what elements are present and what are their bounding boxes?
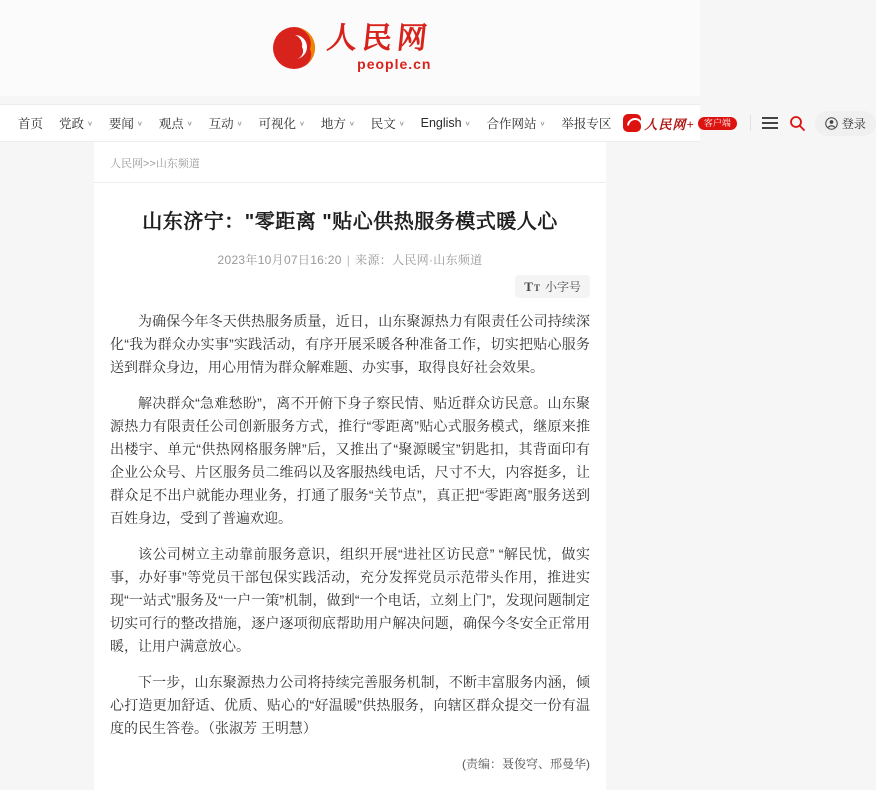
meta-separator: |: [346, 253, 351, 267]
nav-item-label: 要闻: [108, 117, 134, 131]
nav-item-label: 举报专区: [561, 117, 612, 131]
content-card: [94, 142, 606, 790]
article-date: 2023年10月07日16:20: [217, 253, 342, 267]
client-app-badge[interactable]: [619, 112, 740, 135]
font-size-icon: T: [524, 279, 533, 294]
nav-item-label: 互动: [208, 117, 234, 131]
magnifier-glyph: [789, 115, 806, 132]
nav-item-yaowen[interactable]: [101, 114, 151, 132]
nav-item-report[interactable]: [553, 114, 619, 132]
search-icon[interactable]: [789, 115, 806, 132]
nav-item-label: English: [420, 116, 462, 130]
nav-item-dangzheng[interactable]: [51, 114, 101, 132]
chevron-down-icon: ∨: [464, 119, 471, 127]
font-size-label: 小字号: [544, 280, 581, 294]
logo-title: 人民网: [324, 22, 434, 55]
nav-item-hudong[interactable]: [201, 114, 251, 132]
nav-item-english[interactable]: [413, 116, 479, 130]
article-title: 山东济宁："零距离 "贴心供热服务模式暖人心: [142, 211, 558, 233]
article-meta: [110, 251, 590, 268]
article-body: [110, 310, 590, 740]
user-icon: [825, 117, 838, 130]
main-nav: [0, 104, 866, 142]
login-label: 登录: [841, 116, 866, 131]
chevron-down-icon: ∨: [87, 119, 93, 127]
site-header: [0, 0, 700, 96]
site-logo[interactable]: [269, 22, 432, 74]
editor-note: (责编：聂俊穹、邢曼华): [462, 757, 590, 771]
nav-item-label: 地方: [320, 117, 346, 131]
chevron-down-icon: ∨: [236, 119, 243, 127]
client-badge-tag: 客户端: [698, 117, 737, 130]
chevron-down-icon: ∨: [398, 119, 405, 127]
nav-item-label: 民文: [370, 117, 396, 131]
nav-right: [619, 111, 875, 136]
chevron-down-icon: ∨: [348, 119, 355, 127]
article-paragraph: 为确保今年冬天供热服务质量，近日，山东聚源热力有限责任公司持续深化“我为群众办实事”实践活动，有序开展采暖各种准备工作，切实把贴心服务送到群众身边，用心用情为群众解难题、办实事，取得良好社会效果。: [110, 313, 590, 375]
nav-item-label: 可视化: [258, 117, 297, 131]
nav-item-partners[interactable]: [479, 114, 554, 132]
nav-item-minwen[interactable]: [363, 114, 413, 132]
article-paragraph: 该公司树立主动靠前服务意识，组织开展“进社区访民意” “解民忧，做实事，办好事”等党员干部包保实践活动，充分发挥党员示范带头作用，推进实现“一站式”服务及“一户一策”机制，做到“一个电话，立刻上门”，发现问题制定切实可行的整改措施，逐户逐项彻底帮助用户解决问题，确保今冬安全正常用暖，让用户满意放心。: [110, 546, 590, 654]
article-paragraph: 解决群众“急难愁盼”，离不开俯下身子察民情、贴近群众访民意。山东聚源热力有限责任公司创新服务方式，推行“零距离”贴心式服务模式，继原来推出楼宇、单元“供热网格服务牌”后，又推出了“聚源暖宝”钥匙扣，其背面印有企业公众号、片区服务员二维码以及客服热线电话，尺寸不大，内容挺多，让群众足不出户就能办理业务，打通了服务“关节点”，真正把“零距离”服务送到百姓身边，受到了普遍欢迎。: [110, 395, 590, 526]
nav-item-label: 观点: [158, 117, 184, 131]
chevron-down-icon: ∨: [136, 119, 143, 127]
article: [94, 183, 606, 740]
chevron-down-icon: ∨: [299, 119, 305, 127]
nav-item-guandian[interactable]: [151, 114, 201, 132]
vertical-divider: [750, 115, 751, 131]
nav-item-keshihua[interactable]: [251, 114, 313, 132]
chevron-down-icon: ∨: [186, 119, 193, 127]
people-swirl-icon: [269, 22, 321, 74]
nav-item-label: 党政: [59, 117, 85, 131]
font-size-icon-small: T: [533, 283, 540, 293]
logo-subtitle: people.cn: [357, 56, 432, 72]
people-badge-icon: [623, 114, 641, 132]
client-badge-text: 人民网+: [644, 116, 695, 132]
nav-item-label: 合作网站: [486, 117, 537, 131]
article-paragraph: 下一步，山东聚源热力公司将持续完善服务机制，不断丰富服务内涵，倾心打造更加舒适、优质、贴心的“好温暖”供热服务，向辖区群众提交一份有温度的民生答卷。（张淑芳 王明慧）: [110, 674, 590, 736]
chevron-down-icon: ∨: [539, 119, 546, 127]
nav-item-home[interactable]: [10, 114, 51, 132]
nav-item-label: 首页: [18, 117, 44, 131]
hamburger-icon[interactable]: [760, 115, 780, 131]
nav-item-difang[interactable]: [313, 114, 363, 132]
logo-text: [324, 22, 434, 72]
font-size-control[interactable]: [515, 275, 590, 298]
article-source: 来源：人民网·山东频道: [355, 253, 483, 267]
login-button[interactable]: [815, 111, 876, 136]
breadcrumb[interactable]: 人民网>>山东频道: [110, 158, 200, 170]
meta-toolbar: [110, 275, 590, 298]
